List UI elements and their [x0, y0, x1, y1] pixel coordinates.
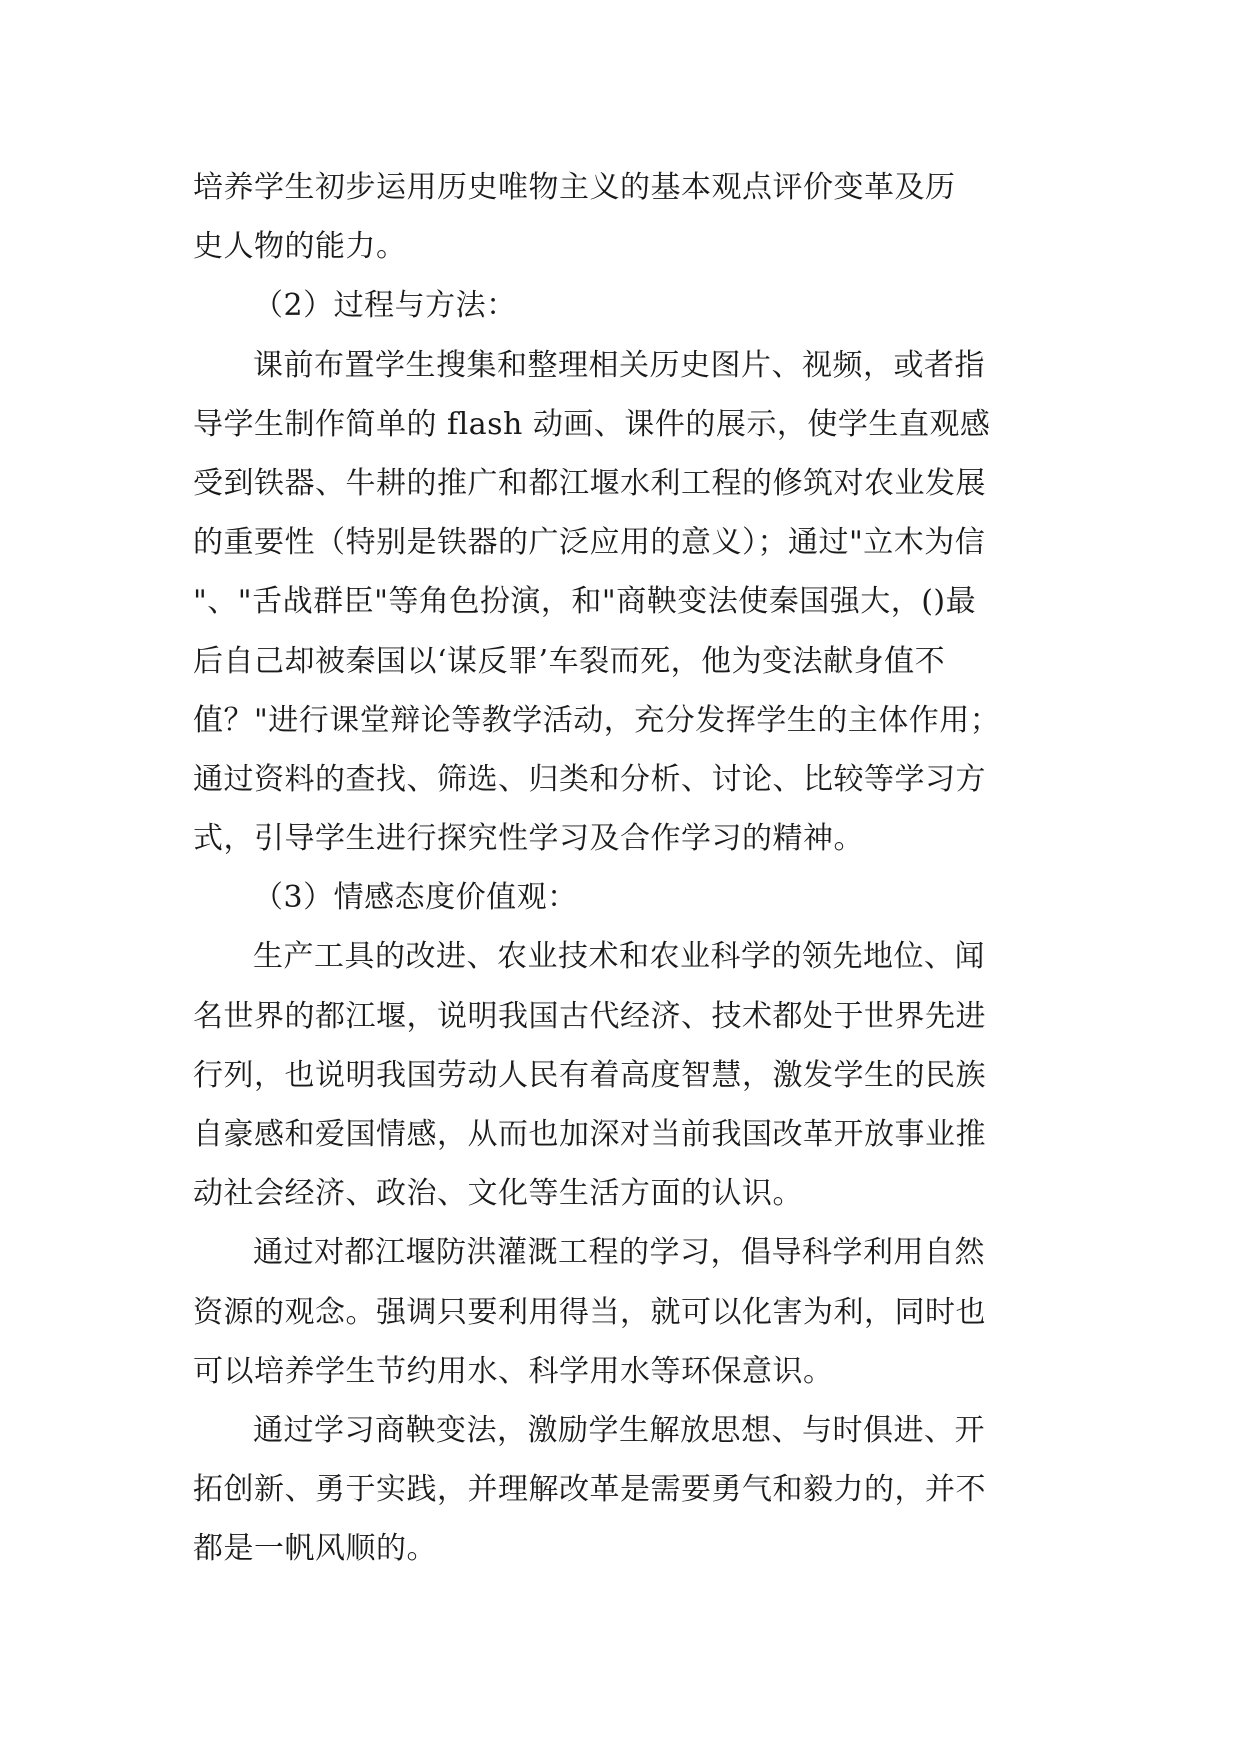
text-line: 拓创新、勇于实践，并理解改革是需要勇气和毅力的，并不	[193, 1472, 986, 1508]
text-line: 通过学习商鞅变法，激励学生解放思想、与时俱进、开	[253, 1412, 985, 1448]
text-line: "、"舌战群臣"等角色扮演，和"商鞅变法使秦国强大，()最	[193, 584, 977, 620]
text-line: 值？"进行课堂辩论等教学活动，充分发挥学生的主体作用；	[193, 702, 1001, 738]
section-heading-values: （3）情感态度价值观：	[253, 880, 578, 916]
text-line: 通过资料的查找、筛选、归类和分析、讨论、比较等学习方	[193, 761, 986, 797]
text-line: 行列，也说明我国劳动人民有着高度智慧，激发学生的民族	[193, 1057, 986, 1093]
text-line: 生产工具的改进、农业技术和农业科学的领先地位、闻	[253, 939, 985, 975]
document-body	[193, 158, 1053, 1579]
text-line: 导学生制作简单的 flash 动画、课件的展示，使学生直观感	[193, 406, 991, 442]
section-heading-process-method: （2）过程与方法：	[253, 288, 517, 324]
text-line: 式，引导学生进行探究性学习及合作学习的精神。	[193, 821, 864, 857]
text-line: 受到铁器、牛耕的推广和都江堰水利工程的修筑对农业发展	[193, 465, 986, 501]
text-line: 动社会经济、政治、文化等生活方面的认识。	[193, 1176, 803, 1212]
text-line: 培养学生初步运用历史唯物主义的基本观点评价变革及历	[193, 170, 956, 205]
text-line: 课前布置学生搜集和整理相关历史图片、视频，或者指	[253, 347, 985, 383]
text-line: 的重要性（特别是铁器的广泛应用的意义）；通过"立木为信	[193, 525, 986, 561]
text-line: 资源的观念。强调只要利用得当，就可以化害为利，同时也	[193, 1294, 986, 1330]
text-line: 自豪感和爱国情感，从而也加深对当前我国改革开放事业推	[193, 1117, 986, 1152]
text-line: 后自己却被秦国以‘谋反罪’车裂而死，他为变法献身值不	[193, 643, 946, 679]
text-line: 名世界的都江堰，说明我国古代经济、技术都处于世界先进	[193, 998, 986, 1034]
text-line: 都是一帆风顺的。	[193, 1531, 437, 1567]
text-line: 通过对都江堰防洪灌溉工程的学习，倡导科学利用自然	[253, 1235, 985, 1271]
text-line: 史人物的能力。	[193, 229, 407, 265]
text-line: 可以培养学生节约用水、科学用水等环保意识。	[193, 1353, 834, 1389]
